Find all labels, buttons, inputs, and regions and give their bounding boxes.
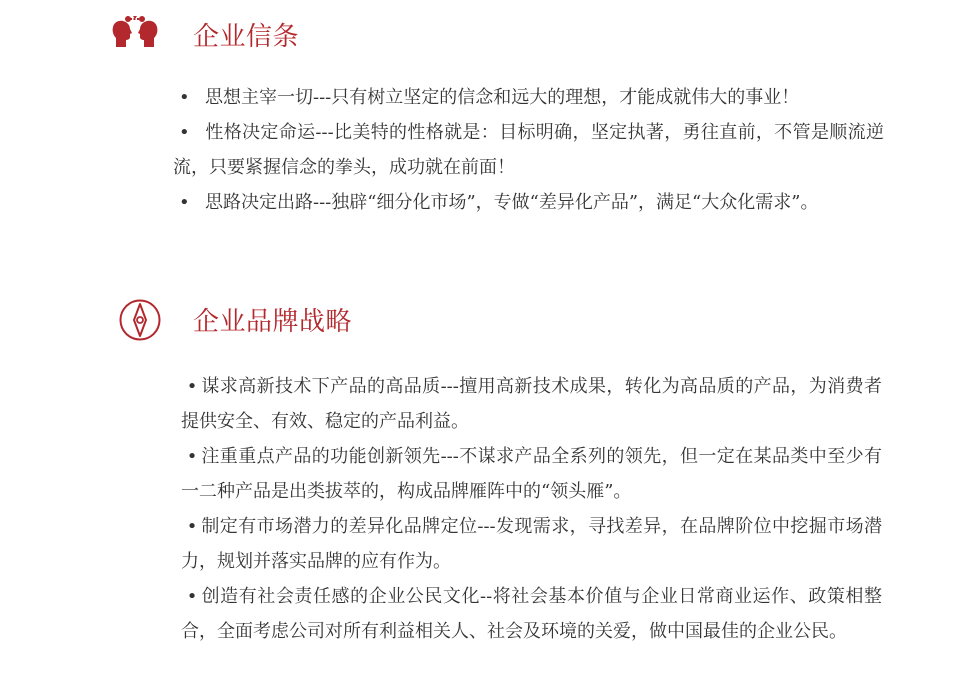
bullet: • [179,192,190,213]
list-item [181,579,882,649]
list-item [173,185,884,220]
paragraph-text: 创造有社会责任感的企业公民文化--将社会基本价值与企业日常商业运作、政策相整合，全面考虑公司对所有利益相关人、社会及环境的关爱，做中国最佳的企业公民。 [181,586,882,642]
list-item [181,369,882,439]
compass-icon [118,298,162,342]
list-item [181,509,882,579]
paragraph-text: 谋求高新技术下产品的高品质---擅用高新技术成果，转化为高品质的产品，为消费者提供安全、有效、稳定的产品利益。 [181,376,882,432]
bullet: • [186,516,198,537]
bullet: • [186,446,198,467]
paragraph-text: 制定有市场潜力的差异化品牌定位---发现需求，寻找差异，在品牌阶位中挖掘市场潜力，规划并落实品牌的应有作为。 [181,516,882,572]
bullet: • [186,376,198,397]
bullet: • [179,122,190,143]
bullet: • [179,87,190,108]
section-title: 企业信条 [193,22,300,52]
list-item [181,439,882,509]
list-item [173,80,884,115]
paragraph-text: 性格决定命运---比美特的性格就是：目标明确，坚定执著，勇往直前，不管是顺流逆流，只要紧握信念的拳头，成功就在前面！ [173,122,884,178]
bullet: • [186,586,198,607]
paragraph-text: 思想主宰一切---只有树立坚定的信念和远大的理想，才能成就伟大的事业！ [205,87,800,108]
list-item [173,115,884,185]
paragraph-text: 注重重点产品的功能创新领先---不谋求产品全系列的领先，但一定在某品类中至少有一二种产品是出类拔萃的，构成品牌雁阵中的“领头雁”。 [181,446,882,502]
paragraph-text: 思路决定出路---独辟“细分化市场”，专做“差异化产品”，满足“大众化需求”。 [205,192,819,213]
section-title: 企业品牌战略 [193,307,353,337]
two-people-heads-icon [112,14,158,48]
